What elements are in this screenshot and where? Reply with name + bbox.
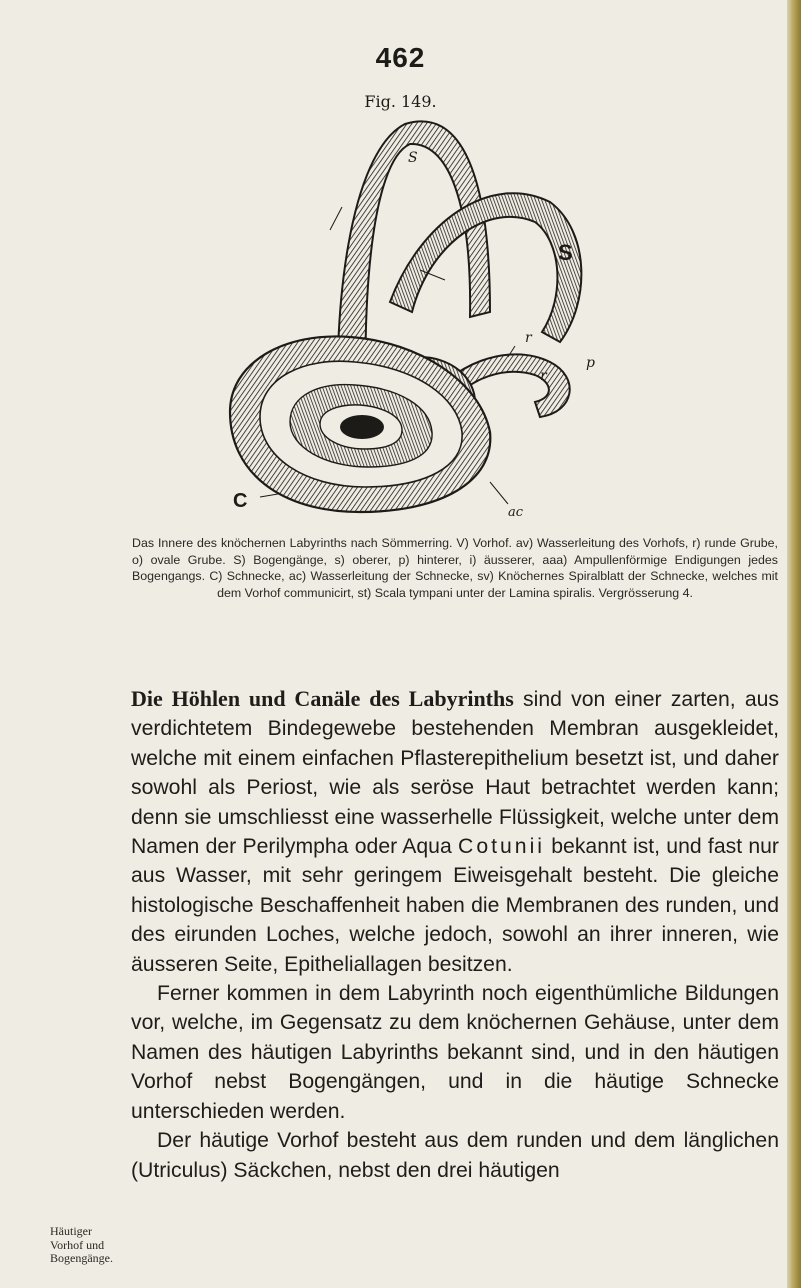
body-text bbox=[131, 684, 779, 1185]
figure-label-p: p bbox=[586, 355, 595, 371]
caption-text: Das Innere des knöchernen Labyrinths nach Sömmerring. V) Vorhof. av) Wasserleitung des Vorhofs, r) runde Grube, o) ovale Grube. S) Bogengänge, s) oberer, p) hinterer, i) äusserer, aaa) Ampullenförmige Endigungen jedes Bogengangs. C) Schnecke, ac) Wasserleitung der Schnecke, sv) Knöchernes Spiralblatt der Schnecke, welches mit dem Vorhof communicirt, st) Scala tympani unter der Lamina spiralis. Vergrösserung 4. bbox=[132, 536, 778, 600]
margin-note bbox=[50, 1225, 128, 1266]
page-number: 462 bbox=[375, 42, 426, 73]
figure-label: Fig. 149. bbox=[364, 92, 437, 111]
page-edge bbox=[787, 0, 801, 1288]
margin-note-line-2: Vorhof und bbox=[50, 1237, 105, 1252]
figure-label-r-2: r bbox=[540, 368, 547, 384]
figure-label-r-1: r bbox=[525, 330, 532, 346]
figure-label-s: S bbox=[558, 240, 573, 265]
figure-label-c: C bbox=[233, 490, 248, 512]
paragraph-3: Der häutige Vorhof besteht aus dem runden und dem länglichen (Utriculus) Säckchen, nebst den drei häutigen bbox=[131, 1129, 779, 1182]
paragraph-1-text-b: bekannt ist, und fast nur aus Wasser, mit sehr geringem Eiweisgehalt besteht. Die gleiche histologische Beschaffenheit haben die Membranen des runden, und des eirunden Loches, welche jedoch, sowohl an ihrer inneren, wie äusseren Seite, Epitheliallagen besitzen. bbox=[131, 835, 779, 976]
margin-note-line-1: Häutiger bbox=[50, 1224, 92, 1238]
figure-label-ac: ac bbox=[508, 505, 524, 520]
margin-note-line-3: Bogengänge. bbox=[50, 1251, 113, 1265]
paragraph-1 bbox=[131, 684, 779, 979]
paragraph-2: Ferner kommen in dem Labyrinth noch eigenthümliche Bildungen vor, welche, im Gegensatz zu dem knöchernen Gehäuse, unter dem Namen des häutigen Labyrinths bekannt sind, und in den häutigen Vorhof nebst Bogengängen, und in die häutige Schnecke unterschieden werden. bbox=[131, 982, 779, 1123]
figure-label-s-upper: S bbox=[408, 150, 418, 166]
paragraph-1-text-a: sind von einer zarten, aus verdichtetem Bindegewebe bestehenden Membran ausgekleidet, welche mit einem einfachen Pflasterepithelium besetzt ist, und daher sowohl als Periost, wie als seröse Haut betrachtet werden kann; denn sie umschliesst eine wasserhelle Flüssigkeit, welche unter dem Namen der Perilympha oder Aqua bbox=[131, 688, 779, 859]
labyrinth-illustration bbox=[190, 112, 630, 532]
person-name-cotunii: Cotunii bbox=[458, 835, 545, 859]
figure-caption bbox=[132, 535, 778, 601]
paragraph-1-lead: Die Höhlen und Canäle des Labyrinths bbox=[131, 686, 514, 711]
